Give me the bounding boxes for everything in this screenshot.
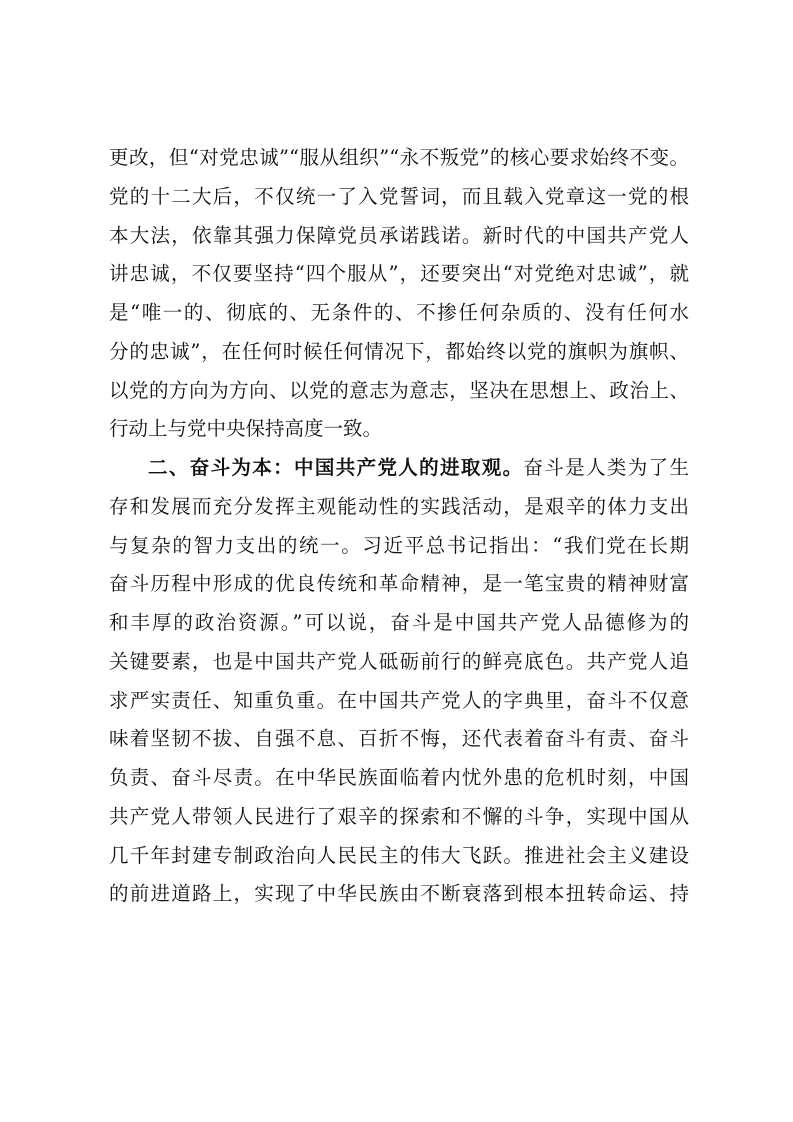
paragraph-line: 奋斗历程中形成的优良传统和革命精神，是一笔宝贵的精神财富 bbox=[109, 572, 689, 595]
paragraph-line: 以党的方向为方向、以党的意志为意志，坚决在思想上、政治上、 bbox=[109, 379, 689, 402]
paragraph-line: 与复杂的智力支出的统一。习近平总书记指出：“我们党在长期 bbox=[109, 534, 689, 557]
section-first-line-text: 奋斗是人类为了生 bbox=[523, 456, 689, 479]
paragraph-line: 的前进道路上，实现了中华民族由不断衰落到根本扭转命运、持 bbox=[109, 882, 689, 905]
paragraph-line: 存和发展而充分发挥主观能动性的实践活动，是艰辛的体力支出 bbox=[109, 495, 689, 518]
paragraph-line: 和丰厚的政治资源。”可以说，奋斗是中国共产党人品德修为的 bbox=[109, 611, 689, 634]
paragraph-line: 行动上与党中央保持高度一致。 bbox=[109, 417, 383, 440]
paragraph-line: 党的十二大后，不仅统一了入党誓词，而且载入党章这一党的根 bbox=[109, 185, 689, 208]
paragraph-line: 是“唯一的、彻底的、无条件的、不掺任何杂质的、没有任何水 bbox=[109, 301, 689, 324]
paragraph-line: 求严实责任、知重负重。在中国共产党人的字典里，奋斗不仅意 bbox=[109, 689, 689, 712]
paragraph-line: 更改，但“对党忠诚”“服从组织”“永不叛党”的核心要求始终不变。 bbox=[109, 146, 689, 169]
paragraph-line: 几千年封建专制政治向人民民主的伟大飞跃。推进社会主义建设 bbox=[109, 844, 689, 867]
paragraph-line: 味着坚韧不拔、自强不息、百折不悔，还代表着奋斗有责、奋斗 bbox=[109, 727, 689, 750]
paragraph-line: 分的忠诚”，在任何时候任何情况下，都始终以党的旗帜为旗帜、 bbox=[109, 340, 689, 363]
paragraph-line: 负责、奋斗尽责。在中华民族面临着内忧外患的危机时刻，中国 bbox=[109, 766, 689, 789]
paragraph-line: 关键要素，也是中国共产党人砥砺前行的鲜亮底色。共产党人追 bbox=[109, 650, 689, 673]
section-first-line bbox=[148, 453, 689, 483]
paragraph-line: 讲忠诚，不仅要坚持“四个服从”，还要突出“对党绝对忠诚”，就 bbox=[109, 262, 689, 285]
section-heading: 二、奋斗为本：中国共产党人的进取观。 bbox=[148, 456, 524, 479]
paragraph-line: 本大法，依靠其强力保障党员承诺践诺。新时代的中国共产党人 bbox=[109, 224, 689, 247]
paragraph-line: 共产党人带领人民进行了艰辛的探索和不懈的斗争，实现中国从 bbox=[109, 805, 689, 828]
